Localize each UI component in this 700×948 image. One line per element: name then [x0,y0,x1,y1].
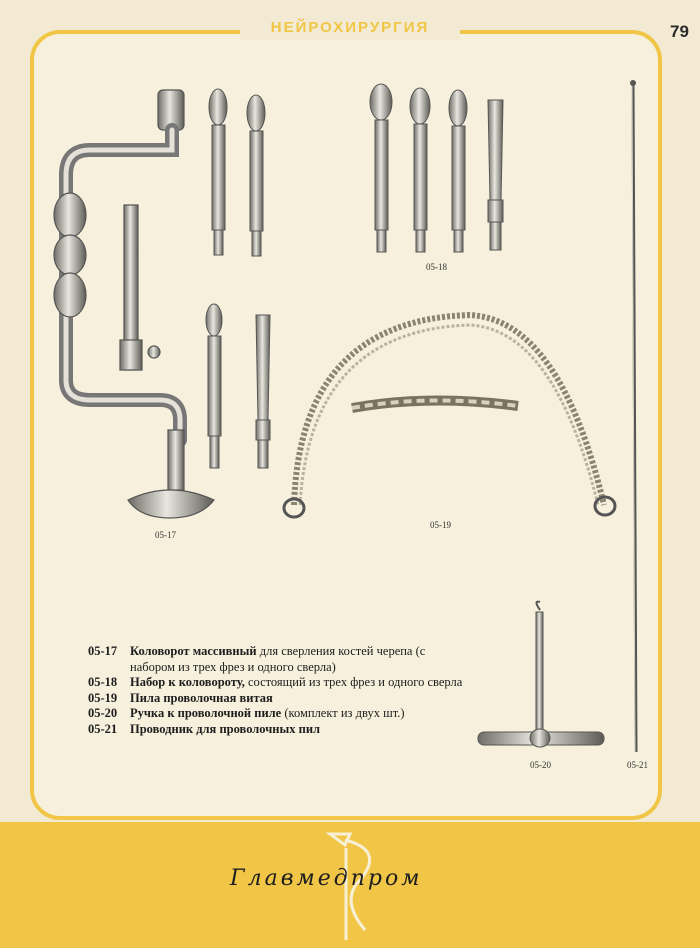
item-name: Ручка к проволочной пиле [130,706,282,720]
item-name: Пила проволочная витая [130,690,273,705]
item-detail: состоящий из трех фрез и одного сверла [244,675,463,689]
item-name: Коловорот массивный [130,644,257,658]
item-code: 05-19 [88,690,118,705]
figure-label: 05-19 [430,520,451,530]
figure-label: 05-20 [530,760,551,770]
item-name: Набор к коловороту, [130,675,245,689]
section-title: НЕЙРОХИРУРГИЯ [240,16,460,40]
item-detail: для сверления костей черепа (с набором из трех фрез и одного сверла) [130,644,426,674]
item-code: 05-21 [88,721,118,736]
item-code: 05-17 [88,644,118,658]
item-detail: (комплект из двух шт.) [281,706,405,720]
item-name: Проводник для проволочных пил [130,721,321,736]
figure-label: 05-21 [627,760,648,770]
page-number: 79 [670,22,689,41]
item-code: 05-18 [88,675,118,689]
brand-logo: Главмедпром [230,866,423,891]
item-code: 05-20 [88,706,118,720]
figure-label: 05-18 [426,262,447,272]
figure-label: 05-17 [155,530,176,540]
